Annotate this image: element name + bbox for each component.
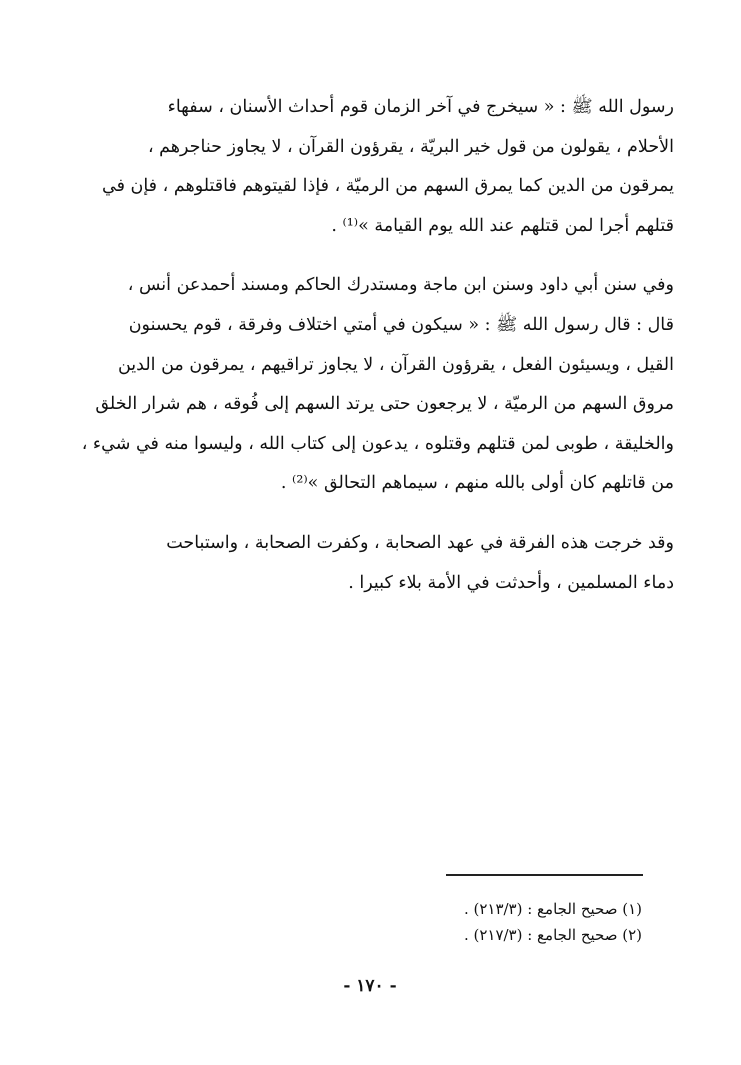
main-text [82, 88, 674, 603]
text-line: قتلهم أجرا لمن قتلهم عند الله يوم القيامة »⁽¹⁾ . [331, 215, 674, 236]
text-line: رسول الله ﷺ : « سيخرج في آخر الزمان قوم أحداث الأسنان ، سفهاء [167, 97, 674, 117]
text-line: مروق السهم من الرميّة ، لا يرجعون حتى يرتد السهم إلى فُوقه ، هم شرار الخلق [95, 394, 674, 415]
text-line: وفي سنن أبي داود وسنن ابن ماجة ومستدرك الحاكم ومسند أحمدعن أنس ، [127, 275, 674, 296]
page-number: - ١٧٠ - [343, 976, 397, 996]
footnote-2: (٢) صحيح الجامع : (٢١٧/٣) . [463, 926, 642, 944]
text-line: دماء المسلمين ، وأحدثت في الأمة بلاء كبيرا . [348, 572, 674, 593]
footnote-divider [446, 874, 643, 876]
text-line: قال : قال رسول الله ﷺ : « سيكون في أمتي اختلاف وفرقة ، قوم يحسنون [128, 314, 674, 335]
footnotes [330, 896, 642, 948]
text-line: وقد خرجت هذه الفرقة في عهد الصحابة ، وكفرت الصحابة ، واستباحت [166, 532, 674, 553]
paragraph-commentary [82, 524, 674, 603]
text-line: من قاتلهم كان أولى بالله منهم ، سيماهم التحالق »⁽²⁾ . [280, 473, 674, 494]
paragraph-hadith-1 [82, 88, 674, 246]
paragraph-hadith-2 [82, 266, 674, 504]
text-line: يمرقون من الدين كما يمرق السهم من الرميّة ، فإذا لقيتوهم فاقتلوهم ، فإن في [101, 176, 674, 197]
text-line: القيل ، ويسيئون الفعل ، يقرؤون القرآن ، لا يجاوز تراقيهم ، يمرقون من الدين [117, 354, 674, 375]
text-line: الأحلام ، يقولون من قول خير البريّة ، يقرؤون القرآن ، لا يجاوز حناجرهم ، [147, 136, 674, 157]
text-line: والخليقة ، طوبى لمن قتلهم وقتلوه ، يدعون إلى كتاب الله ، وليسوا منه في شيء ، [81, 433, 674, 454]
footnote-1: (١) صحيح الجامع : (٢١٣/٣) . [463, 900, 642, 918]
